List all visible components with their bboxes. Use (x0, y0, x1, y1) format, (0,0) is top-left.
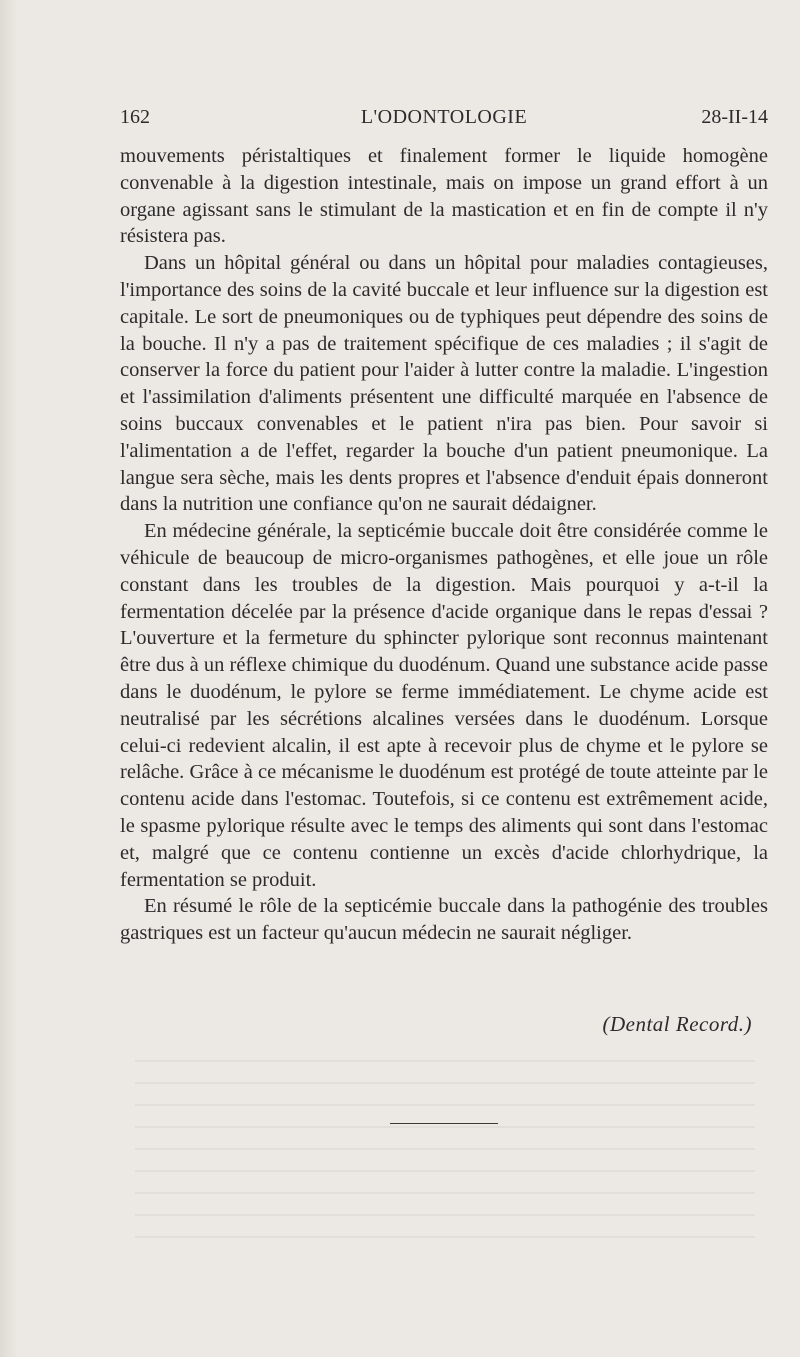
paragraph-continued: mouvements péristaltiques et finalement former le liquide homogène convenable à la digestion intestinale, mais on impose un grand effort à un organe agissant sans le stimulant de la mastication et en fin de compte il n'y résistera pas. (120, 145, 768, 248)
issue-date: 28-II-14 (701, 106, 768, 128)
journal-title: L'ODONTOLOGIE (360, 106, 528, 128)
article-body (120, 143, 768, 947)
running-header (120, 106, 768, 136)
page-number: 162 (120, 106, 150, 128)
bleed-through-shadow (135, 1060, 755, 1240)
page-binding-edge (0, 0, 18, 1357)
paragraph: En médecine générale, la septicémie buccale doit être considérée comme le véhicule de beaucoup de micro-organismes pathogènes, et elle joue un rôle constant dans les troubles de la digestion. Mais pourquoi y a-t-il la fermentation décelée par la présence d'acide organique dans le repas d'essai ? L'ouverture et la fermeture du sphincter pylorique sont reconnus maintenant être dus à un réflexe chimique du duodénum. Quand une substance acide passe dans le duodénum, le pylore se ferme immédiatement. Le chyme acide est neutralisé par les sécrétions alcalines versées dans le duodénum. Lorsque celui-ci redevient alcalin, il est apte à recevoir plus de chyme et le pylore se relâche. Grâce à ce mécanisme le duodénum est protégé de toute atteinte par le contenu acide dans l'estomac. Toutefois, si ce contenu est extrêmement acide, le spasme pylorique résulte avec le temps des aliments qui sont dans l'estomac et, malgré que ce contenu contienne un excès d'acide chlorhydrique, la fermentation se produit. (120, 520, 768, 891)
paragraph: Dans un hôpital général ou dans un hôpital pour maladies contagieuses, l'importance des soins de la cavité buccale et leur influence sur la digestion est capitale. Le sort de pneumoniques ou de typhiques peut dépendre des soins de la bouche. Il n'y a pas de traitement spécifique de ces maladies ; il s'agit de conserver la force du patient pour l'aider à lutter contre la maladie. L'ingestion et l'assimilation d'aliments présentent une difficulté marquée en l'absence de soins buccaux convenables et le patient n'ira pas bien. Pour savoir si l'alimentation a de l'effet, regarder la bouche d'un patient pneumonique. La langue sera sèche, mais les dents propres et l'absence d'enduit épais donneront dans la nutrition une confiance qu'on ne saurait dédaigner. (120, 252, 768, 516)
paragraph: En résumé le rôle de la septicémie buccale dans la pathogénie des troubles gastriques est un facteur qu'aucun médecin ne saurait négliger. (120, 895, 768, 945)
source-citation: (Dental Record.) (602, 1012, 752, 1036)
